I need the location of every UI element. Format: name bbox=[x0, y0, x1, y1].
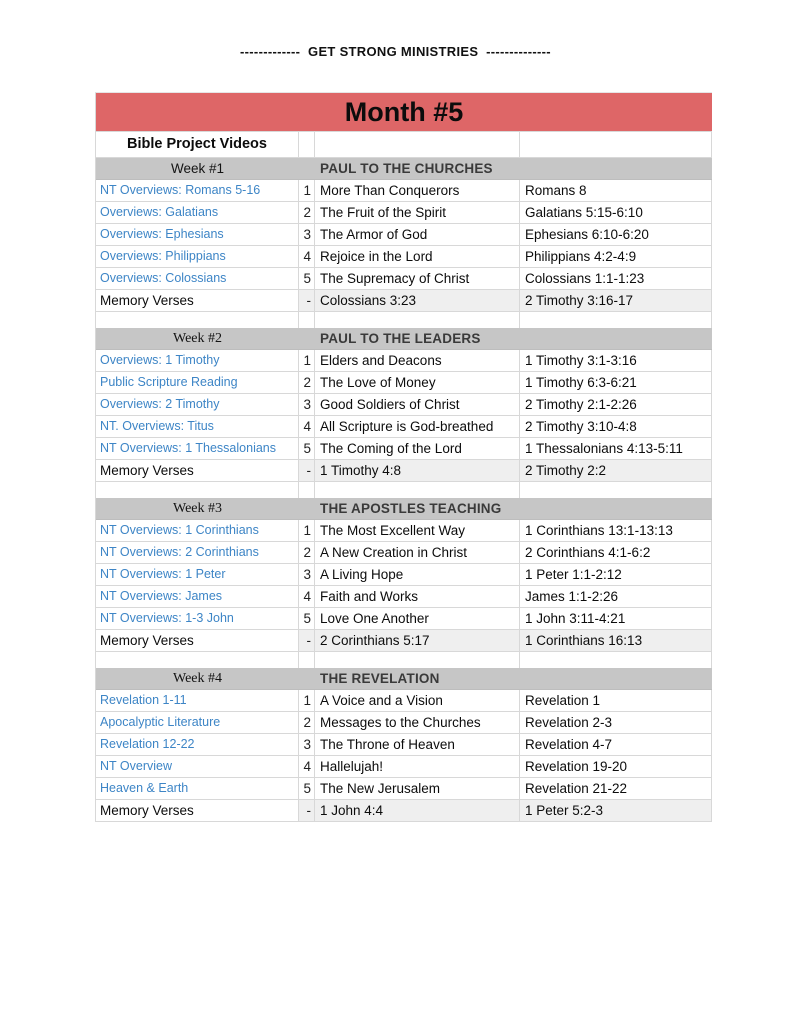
lesson-title: Rejoice in the Lord bbox=[315, 246, 520, 268]
lesson-title: A New Creation in Christ bbox=[315, 542, 520, 564]
scripture-ref: 2 Timothy 3:10-4:8 bbox=[520, 416, 712, 438]
empty-cell bbox=[315, 312, 520, 328]
table-row bbox=[96, 438, 712, 460]
day-number: 5 bbox=[299, 268, 315, 290]
scripture-ref: Revelation 21-22 bbox=[520, 778, 712, 800]
memory-label: Memory Verses bbox=[96, 460, 299, 482]
empty-cell bbox=[315, 482, 520, 498]
ministry-header bbox=[0, 44, 791, 59]
day-number: 1 bbox=[299, 520, 315, 542]
table-row bbox=[96, 608, 712, 630]
day-number: 1 bbox=[299, 690, 315, 712]
memory-verse-1: 2 Corinthians 5:17 bbox=[315, 630, 520, 652]
week-header-row bbox=[96, 668, 712, 690]
scripture-ref: Revelation 2-3 bbox=[520, 712, 712, 734]
video-link[interactable]: Revelation 12-22 bbox=[96, 734, 299, 756]
videos-label: Bible Project Videos bbox=[96, 132, 299, 158]
memory-verses-row bbox=[96, 630, 712, 652]
lesson-title: Faith and Works bbox=[315, 586, 520, 608]
empty-cell bbox=[315, 652, 520, 668]
empty-cell bbox=[315, 132, 520, 158]
memory-dash: - bbox=[299, 460, 315, 482]
video-link[interactable]: Revelation 1-11 bbox=[96, 690, 299, 712]
video-link[interactable]: NT Overviews: 1 Corinthians bbox=[96, 520, 299, 542]
scripture-ref: Colossians 1:1-1:23 bbox=[520, 268, 712, 290]
day-number: 2 bbox=[299, 712, 315, 734]
lesson-title: The Love of Money bbox=[315, 372, 520, 394]
lesson-title: The Coming of the Lord bbox=[315, 438, 520, 460]
video-link[interactable]: NT Overviews: Romans 5-16 bbox=[96, 180, 299, 202]
lesson-title: Hallelujah! bbox=[315, 756, 520, 778]
empty-cell bbox=[299, 482, 315, 498]
dashes-right: -------------- bbox=[482, 44, 551, 59]
video-link[interactable]: NT Overviews: 1 Thessalonians bbox=[96, 438, 299, 460]
day-number: 5 bbox=[299, 438, 315, 460]
video-link[interactable]: Overviews: Colossians bbox=[96, 268, 299, 290]
week-label: Week #1 bbox=[170, 161, 225, 176]
table-row bbox=[96, 416, 712, 438]
week-theme: THE APOSTLES TEACHING bbox=[320, 501, 502, 516]
lesson-title: The Fruit of the Spirit bbox=[315, 202, 520, 224]
day-number: 3 bbox=[299, 564, 315, 586]
table-row bbox=[96, 564, 712, 586]
scripture-ref: 1 Thessalonians 4:13-5:11 bbox=[520, 438, 712, 460]
table-row bbox=[96, 542, 712, 564]
memory-verse-1: 1 John 4:4 bbox=[315, 800, 520, 822]
week-rows bbox=[96, 180, 712, 290]
memory-dash: - bbox=[299, 630, 315, 652]
memory-verse-1: Colossians 3:23 bbox=[315, 290, 520, 312]
spacer-row bbox=[96, 652, 712, 668]
empty-cell bbox=[299, 498, 315, 519]
lesson-title: A Living Hope bbox=[315, 564, 520, 586]
scripture-ref: 2 Timothy 2:1-2:26 bbox=[520, 394, 712, 416]
lesson-title: Messages to the Churches bbox=[315, 712, 520, 734]
table-row bbox=[96, 246, 712, 268]
scripture-ref: 1 Timothy 3:1-3:16 bbox=[520, 350, 712, 372]
ministry-title: GET STRONG MINISTRIES bbox=[304, 44, 483, 59]
lesson-title: The Throne of Heaven bbox=[315, 734, 520, 756]
table-row bbox=[96, 202, 712, 224]
video-link[interactable]: Overviews: 2 Timothy bbox=[96, 394, 299, 416]
scripture-ref: 1 Timothy 6:3-6:21 bbox=[520, 372, 712, 394]
day-number: 1 bbox=[299, 350, 315, 372]
day-number: 3 bbox=[299, 734, 315, 756]
video-link[interactable]: NT Overviews: 2 Corinthians bbox=[96, 542, 299, 564]
week-label: Week #2 bbox=[172, 331, 223, 346]
empty-cell bbox=[299, 328, 315, 349]
memory-dash: - bbox=[299, 800, 315, 822]
scripture-ref: Romans 8 bbox=[520, 180, 712, 202]
table-row bbox=[96, 712, 712, 734]
week-section bbox=[96, 498, 712, 668]
weeks-container bbox=[96, 158, 712, 822]
scripture-ref: Philippians 4:2-4:9 bbox=[520, 246, 712, 268]
spacer-row bbox=[96, 312, 712, 328]
videos-header-row bbox=[96, 132, 712, 158]
memory-verse-2: 1 Corinthians 16:13 bbox=[520, 630, 712, 652]
week-header-row bbox=[96, 498, 712, 520]
table-row bbox=[96, 586, 712, 608]
empty-cell bbox=[299, 652, 315, 668]
week-rows bbox=[96, 690, 712, 800]
day-number: 4 bbox=[299, 416, 315, 438]
week-theme: THE REVELATION bbox=[320, 671, 440, 686]
memory-verses-row bbox=[96, 460, 712, 482]
video-link[interactable]: NT Overview bbox=[96, 756, 299, 778]
table-row bbox=[96, 372, 712, 394]
day-number: 5 bbox=[299, 778, 315, 800]
table-row bbox=[96, 756, 712, 778]
video-link[interactable]: NT Overviews: 1 Peter bbox=[96, 564, 299, 586]
table-row bbox=[96, 268, 712, 290]
empty-cell bbox=[520, 652, 712, 668]
memory-verse-1: 1 Timothy 4:8 bbox=[315, 460, 520, 482]
spacer-row bbox=[96, 482, 712, 498]
dashes-left: ------------- bbox=[240, 44, 305, 59]
video-link[interactable]: NT Overviews: 1-3 John bbox=[96, 608, 299, 630]
video-link[interactable]: Overviews: Ephesians bbox=[96, 224, 299, 246]
table-row bbox=[96, 734, 712, 756]
week-label: Week #4 bbox=[172, 671, 223, 686]
scripture-ref: 1 Peter 1:1-2:12 bbox=[520, 564, 712, 586]
table-row bbox=[96, 520, 712, 542]
empty-cell bbox=[96, 482, 299, 498]
week-section bbox=[96, 158, 712, 328]
memory-label: Memory Verses bbox=[96, 800, 299, 822]
lesson-title: The Supremacy of Christ bbox=[315, 268, 520, 290]
empty-cell bbox=[96, 312, 299, 328]
week-header-row bbox=[96, 158, 712, 180]
schedule-table bbox=[95, 92, 712, 822]
scripture-ref: James 1:1-2:26 bbox=[520, 586, 712, 608]
scripture-ref: Revelation 19-20 bbox=[520, 756, 712, 778]
empty-cell bbox=[96, 652, 299, 668]
video-link[interactable]: Overviews: 1 Timothy bbox=[96, 350, 299, 372]
lesson-title: The Most Excellent Way bbox=[315, 520, 520, 542]
scripture-ref: 1 Corinthians 13:1-13:13 bbox=[520, 520, 712, 542]
video-link[interactable]: Public Scripture Reading bbox=[96, 372, 299, 394]
lesson-title: A Voice and a Vision bbox=[315, 690, 520, 712]
day-number: 3 bbox=[299, 224, 315, 246]
table-row bbox=[96, 350, 712, 372]
memory-label: Memory Verses bbox=[96, 290, 299, 312]
month-banner: Month #5 bbox=[96, 93, 712, 132]
day-number: 4 bbox=[299, 586, 315, 608]
day-number: 2 bbox=[299, 542, 315, 564]
day-number: 5 bbox=[299, 608, 315, 630]
week-theme: PAUL TO THE CHURCHES bbox=[320, 161, 493, 176]
scripture-ref: 1 John 3:11-4:21 bbox=[520, 608, 712, 630]
day-number: 2 bbox=[299, 372, 315, 394]
day-number: 4 bbox=[299, 756, 315, 778]
empty-cell bbox=[299, 312, 315, 328]
empty-cell bbox=[520, 482, 712, 498]
memory-dash: - bbox=[299, 290, 315, 312]
empty-cell bbox=[520, 312, 712, 328]
week-section bbox=[96, 668, 712, 822]
memory-verses-row bbox=[96, 800, 712, 822]
table-row bbox=[96, 180, 712, 202]
video-link[interactable]: Overviews: Philippians bbox=[96, 246, 299, 268]
video-link[interactable]: Overviews: Galatians bbox=[96, 202, 299, 224]
week-rows bbox=[96, 350, 712, 460]
memory-verse-2: 1 Peter 5:2-3 bbox=[520, 800, 712, 822]
memory-verse-2: 2 Timothy 3:16-17 bbox=[520, 290, 712, 312]
video-link[interactable]: Heaven & Earth bbox=[96, 778, 299, 800]
lesson-title: Elders and Deacons bbox=[315, 350, 520, 372]
scripture-ref: Revelation 4-7 bbox=[520, 734, 712, 756]
day-number: 3 bbox=[299, 394, 315, 416]
lesson-title: Good Soldiers of Christ bbox=[315, 394, 520, 416]
day-number: 2 bbox=[299, 202, 315, 224]
lesson-title: More Than Conquerors bbox=[315, 180, 520, 202]
empty-cell bbox=[520, 132, 712, 158]
scripture-ref: Ephesians 6:10-6:20 bbox=[520, 224, 712, 246]
memory-label: Memory Verses bbox=[96, 630, 299, 652]
week-theme: PAUL TO THE LEADERS bbox=[320, 331, 481, 346]
lesson-title: The New Jerusalem bbox=[315, 778, 520, 800]
table-row bbox=[96, 394, 712, 416]
memory-verse-2: 2 Timothy 2:2 bbox=[520, 460, 712, 482]
empty-cell bbox=[299, 158, 315, 179]
week-header-row bbox=[96, 328, 712, 350]
empty-cell bbox=[299, 132, 315, 158]
memory-verses-row bbox=[96, 290, 712, 312]
table-row bbox=[96, 224, 712, 246]
table-row bbox=[96, 778, 712, 800]
week-section bbox=[96, 328, 712, 498]
scripture-ref: Galatians 5:15-6:10 bbox=[520, 202, 712, 224]
video-link[interactable]: NT Overviews: James bbox=[96, 586, 299, 608]
scripture-ref: Revelation 1 bbox=[520, 690, 712, 712]
scripture-ref: 2 Corinthians 4:1-6:2 bbox=[520, 542, 712, 564]
day-number: 1 bbox=[299, 180, 315, 202]
week-label: Week #3 bbox=[172, 501, 223, 516]
lesson-title: Love One Another bbox=[315, 608, 520, 630]
day-number: 4 bbox=[299, 246, 315, 268]
week-rows bbox=[96, 520, 712, 630]
lesson-title: The Armor of God bbox=[315, 224, 520, 246]
video-link[interactable]: Apocalyptic Literature bbox=[96, 712, 299, 734]
video-link[interactable]: NT. Overviews: Titus bbox=[96, 416, 299, 438]
lesson-title: All Scripture is God-breathed bbox=[315, 416, 520, 438]
table-row bbox=[96, 690, 712, 712]
empty-cell bbox=[299, 668, 315, 689]
